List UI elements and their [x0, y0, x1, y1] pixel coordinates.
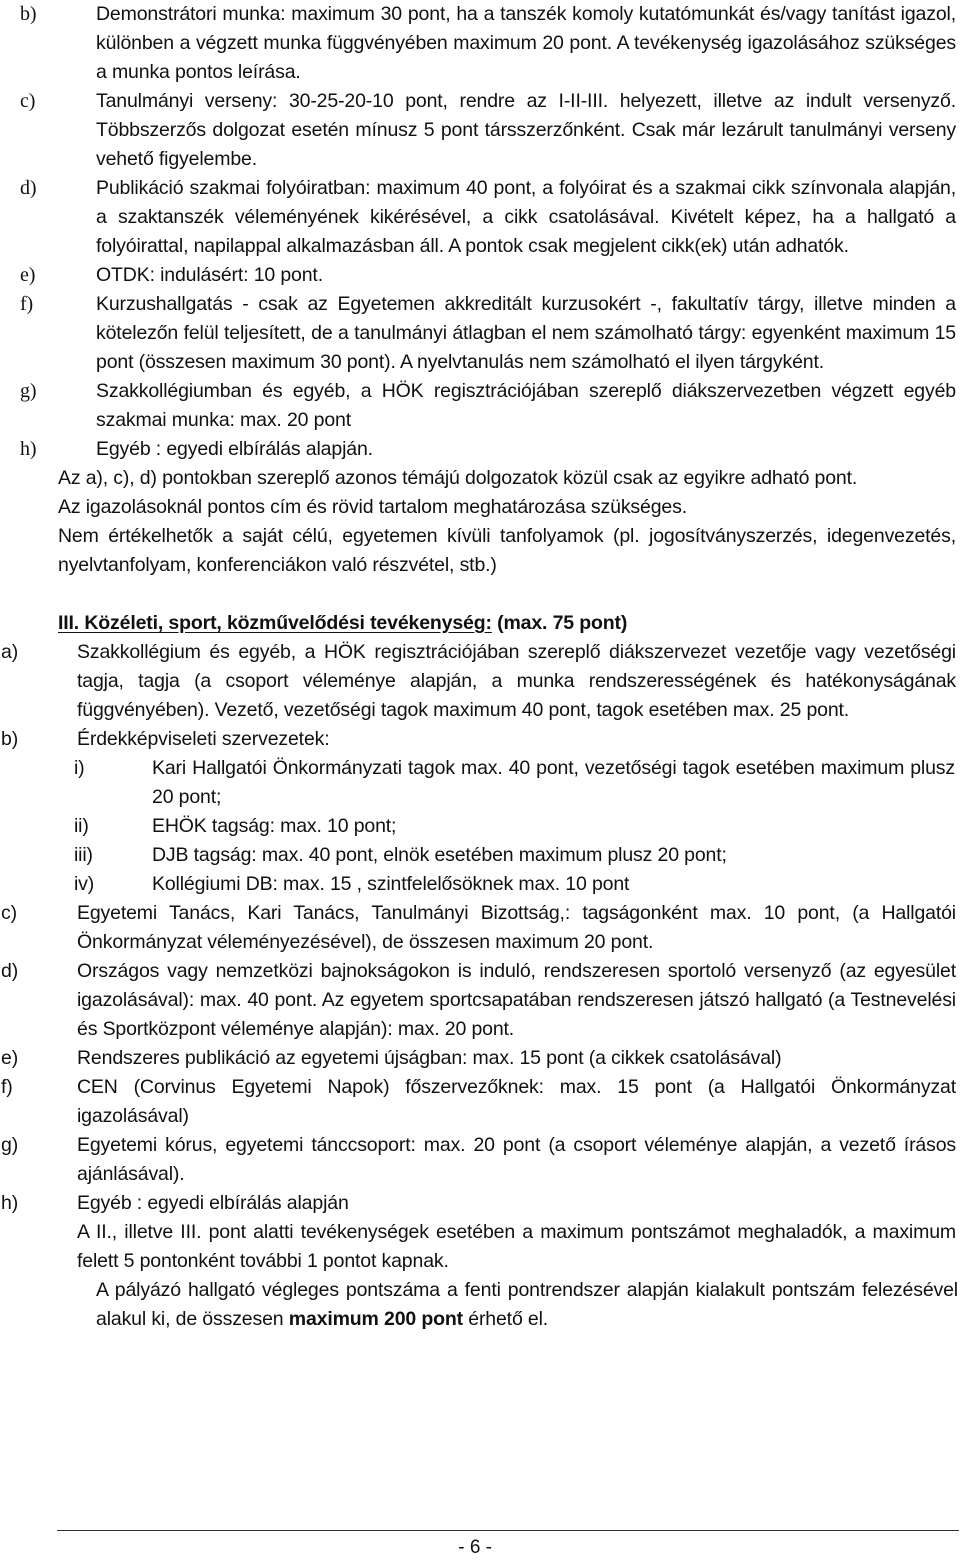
section-heading — [58, 609, 956, 638]
list-item-d — [20, 174, 956, 261]
list-text: Érdekképviseleti szervezetek: — [77, 728, 330, 750]
sublist-item-i — [74, 754, 955, 812]
sublist-label: i) — [74, 757, 85, 779]
list-item-d — [1, 957, 956, 1044]
list-text: Egyéb : egyedi elbírálás alapján — [77, 1192, 349, 1214]
list-item-a — [1, 638, 956, 725]
list-label: c) — [1, 902, 17, 924]
sublist-text: Kollégiumi DB: max. 15 , szintfelelősöknek max. 10 pont — [152, 873, 630, 895]
list-text: OTDK: indulásért: 10 pont. — [96, 264, 323, 286]
closing-emphasis: maximum 200 pont — [288, 1308, 463, 1330]
list-item-b — [20, 0, 956, 87]
sublist-label: iii) — [74, 844, 93, 866]
list-text: Rendszeres publikáció az egyetemi újságban: max. 15 pont (a cikkek csatolásával) — [77, 1047, 782, 1069]
list-label: e) — [1, 1047, 19, 1069]
sublist-label: iv) — [74, 873, 95, 895]
note-paragraph: Az igazolásoknál pontos cím és rövid tartalom meghatározása szükséges. — [58, 496, 687, 518]
list-label: h) — [20, 438, 37, 460]
list-item-g — [20, 377, 956, 435]
bonus-note-text: A II., illetve III. pont alatti tevékenységek esetében a maximum pontszámot meghaladók, a maximum felett 5 pontonként további 1 pontot kapnak. — [77, 1221, 956, 1272]
bonus-note — [39, 1218, 956, 1276]
note-paragraph: Az a), c), d) pontokban szereplő azonos témájú dolgozatok közül csak az egyikre adható pont. — [58, 467, 858, 489]
list-label: g) — [1, 1134, 19, 1156]
list-label: d) — [20, 177, 37, 199]
list-label: b) — [1, 728, 19, 750]
closing-text: A pályázó hallgató végleges pontszáma a fenti pontrendszer alapján kialakult pontszám felezésével alakul ki, de összesen — [96, 1279, 958, 1330]
list-item-c — [1, 899, 956, 957]
list-label: f) — [20, 293, 34, 315]
closing-paragraph — [96, 1276, 958, 1334]
list-text: CEN (Corvinus Egyetemi Napok) főszervezőknek: max. 15 pont (a Hallgatói Önkormányzat igazolásával) — [77, 1076, 956, 1127]
list-text: Országos vagy nemzetközi bajnokságokon is induló, rendszeresen sportoló versenyző (az egyesület igazolásával): max. 40 pont. Az egyetem sportcsapatában rendszeresen játszó hallgató (a Testnevelési és Sportközpont véleménye alapján): max. 20 pont. — [77, 960, 956, 1040]
sublist-label: ii) — [74, 815, 89, 837]
sublist-item-iii — [74, 841, 955, 870]
list-text: Egyetemi Tanács, Kari Tanács, Tanulmányi Bizottság,: tagságonként max. 10 pont, (a Hallgatói Önkormányzat véleményezésével), de összesen maximum 20 pont. — [77, 902, 956, 953]
list-text: Egyetemi kórus, egyetemi tánccsoport: max. 20 pont (a csoport véleménye alapján, a vezető írásos ajánlásával). — [77, 1134, 956, 1185]
list-text: Szakkollégiumban és egyéb, a HÖK regisztrációjában szereplő diákszervezetben végzett egyéb szakmai munka: max. 20 pont — [96, 380, 956, 431]
list-item-h — [1, 1189, 956, 1218]
closing-text-end: érhető el. — [462, 1308, 549, 1330]
list-label: b) — [20, 3, 37, 25]
page-number: - 6 - — [458, 1537, 492, 1558]
list-text: Tanulmányi verseny: 30-25-20-10 pont, rendre az I-II-III. helyezett, illetve az indult versenyző. Többszerzős dolgozat esetén mínusz 5 pont társszerzőnként. Csak már lezárult tanulmányi verseny vehető figyelembe. — [96, 90, 956, 170]
list-item-c — [20, 87, 956, 174]
list-item-e — [20, 261, 956, 290]
list-text: Demonstrátori munka: maximum 30 pont, ha a tanszék komoly kutatómunkát és/vagy tanítást igazol, különben a végzett munka függvényében maximum 20 pont. A tevékenység igazolásához szükséges a munka pontos leírása. — [96, 3, 956, 83]
sublist-text: DJB tagság: max. 40 pont, elnök esetében maximum plusz 20 pont; — [152, 844, 727, 866]
sublist-text: Kari Hallgatói Önkormányzati tagok max. 40 pont, vezetőségi tagok esetében maximum plusz 20 pont; — [152, 757, 955, 808]
footer-divider — [57, 1530, 959, 1531]
list-text: Kurzushallgatás - csak az Egyetemen akkreditált kurzusokért -, fakultatív tárgy, illetve minden a kötelezőn felül teljesített, de a tanulmányi átlagban el nem számolható tárgy: egyenként maximum 15 pont (összesen maximum 30 pont). A nyelvtanulás nem számolható el ilyen tárgyként. — [96, 293, 956, 373]
sublist-text: EHÖK tagság: max. 10 pont; — [152, 815, 397, 837]
list-label: d) — [1, 960, 19, 982]
list-label: f) — [1, 1076, 13, 1098]
section-heading-title: III. Közéleti, sport, közművelődési tevékenység: — [58, 612, 492, 634]
sublist-item-ii — [74, 812, 955, 841]
list-text: Egyéb : egyedi elbírálás alapján. — [96, 438, 373, 460]
note-paragraph: Nem értékelhetők a saját célú, egyetemen kívüli tanfolyamok (pl. jogosítványszerzés, idegenvezetés, nyelvtanfolyam, konferenciákon való részvétel, stb.) — [58, 525, 956, 576]
list-label: g) — [20, 380, 37, 402]
list-item-f — [1, 1073, 956, 1131]
list-item-f — [20, 290, 956, 377]
list-label: e) — [20, 264, 36, 286]
section-heading-points: (max. 75 pont) — [491, 612, 628, 634]
list-item-e — [1, 1044, 956, 1073]
list-item-g — [1, 1131, 956, 1189]
list-text: Szakkollégium és egyéb, a HÖK regisztrációjában szereplő diákszervezet vezetője vagy vezetőségi tagja, tagja (a csoport véleménye alapján, a munka rendszerességének és hatékonyságának függvényében). Vezető, vezetőségi tagok maximum 40 pont, tagok esetében max. 25 pont. — [77, 641, 956, 721]
list-item-h — [20, 435, 956, 464]
list-label: h) — [1, 1192, 19, 1214]
list-label: c) — [20, 90, 36, 112]
list-item-b — [1, 725, 956, 754]
sublist-item-iv — [74, 870, 955, 899]
list-label: a) — [1, 641, 19, 663]
list-text: Publikáció szakmai folyóiratban: maximum 40 pont, a folyóirat és a szakmai cikk színvonala alapján, a szaktanszék véleményének kikérésével, a cikk csatolásával. Kivételt képez, ha a hallgató a folyóirattal, napilappal alkalmazásban áll. A pontok csak megjelent cikk(ek) után adhatók. — [96, 177, 956, 257]
